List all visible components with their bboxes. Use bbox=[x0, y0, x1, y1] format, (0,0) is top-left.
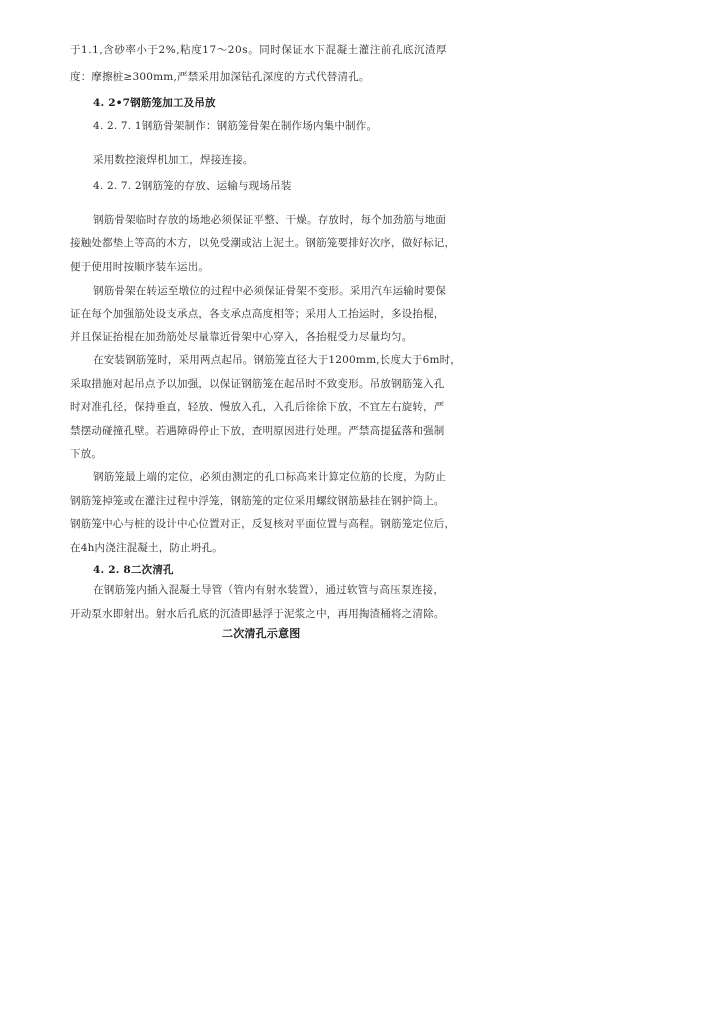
text-line: 证在每个加强筋处设支承点，各支承点高度相等；采用人工抬运时，多设抬棍， bbox=[70, 308, 445, 320]
section-heading: 4. 2•7钢筋笼加工及吊放 bbox=[93, 97, 216, 109]
text-line: 便于使用时按顺序装车运出。 bbox=[70, 261, 210, 273]
text-line: 下放。 bbox=[70, 448, 103, 460]
text-line: 采取措施对起吊点予以加强，以保证钢筋笼在起吊时不致变形。吊放钢筋笼入孔 bbox=[70, 378, 445, 390]
text-line: 于1.1,含砂率小于2%,粘度17～20s。同时保证水下混凝土灌注前孔底沉渣厚 bbox=[70, 44, 448, 56]
text-line: 钢筋骨架在转运至墩位的过程中必须保证骨架不变形。采用汽车运输时要保 bbox=[93, 285, 447, 297]
figure-caption: 二次清孔示意图 bbox=[222, 627, 301, 640]
text-line: 钢筋笼掉笼或在灌注过程中浮笼，钢筋笼的定位采用螺纹钢筋悬挂在钢护筒上。 bbox=[70, 495, 445, 507]
text-line: 钢筋笼最上端的定位，必须由测定的孔口标高来计算定位筋的长度，为防止 bbox=[93, 471, 447, 483]
text-line: 在安装钢筋笼时，采用两点起吊。钢筋笼直径大于1200mm,长度大于6m时， bbox=[93, 354, 462, 366]
text-line: 禁摆动碰撞孔壁。若遇障碍停止下放，查明原因进行处理。严禁高提猛落和强制 bbox=[70, 425, 445, 437]
text-line: 度：摩擦桩≥300mm,严禁采用加深钻孔深度的方式代替清孔。 bbox=[70, 71, 370, 83]
section-heading: 4. 2. 8二次清孔 bbox=[93, 564, 174, 576]
subsection-heading: 4. 2. 7. 2钢筋笼的存放、运输与现场吊装 bbox=[93, 180, 292, 192]
text-line: 时对准孔径，保持垂直，轻放、慢放入孔，入孔后徐徐下放，不宜左右旋转，严 bbox=[70, 401, 445, 413]
text-line: 接触处都垫上等高的木方，以免受潮或沾上泥土。钢筋笼要排好次序，做好标记， bbox=[70, 237, 456, 249]
text-line: 开动泵水即射出。射水后孔底的沉渣即悬浮于泥浆之中，再用掏渣桶将之清除。 bbox=[70, 608, 445, 620]
text-line: 4. 2. 7. 1钢筋骨架制作：钢筋笼骨架在制作场内集中制作。 bbox=[93, 120, 378, 132]
text-line: 并且保证抬棍在加劲筋处尽量靠近骨架中心穿入，各抬棍受力尽量均匀。 bbox=[70, 331, 413, 343]
text-line: 钢筋笼中心与桩的设计中心位置对正，反复核对平面位置与高程。钢筋笼定位后， bbox=[70, 518, 456, 530]
text-line: 采用数控滚焊机加工，焊接连接。 bbox=[93, 154, 254, 166]
text-line: 在4h内浇注混凝土，防止坍孔。 bbox=[70, 542, 223, 554]
text-line: 钢筋骨架临时存放的场地必须保证平整、干燥。存放时，每个加劲筋与地面 bbox=[93, 214, 447, 226]
text-line: 在钢筋笼内插入混凝土导管（管内有射水装置），通过软管与高压泵连接， bbox=[93, 584, 445, 596]
